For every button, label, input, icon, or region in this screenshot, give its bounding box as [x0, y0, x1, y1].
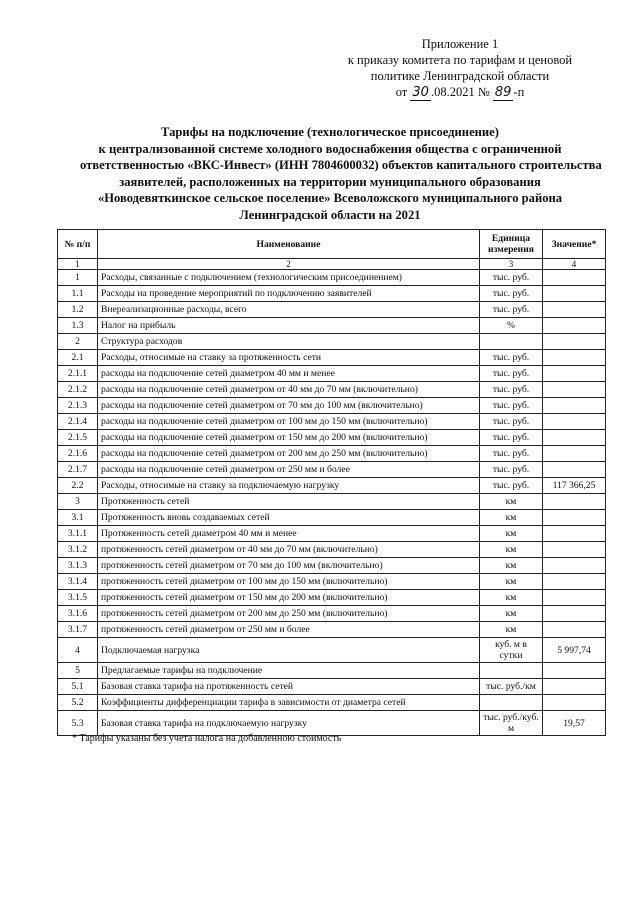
row-unit-cell: тыс. руб. [480, 430, 543, 446]
row-number-cell: 2.1.6 [58, 446, 98, 462]
row-value-cell [543, 318, 606, 334]
row-name-cell: расходы на подключение сетей диаметром от 200 мм до 250 мм (включительно) [98, 446, 480, 462]
row-number-cell: 5.1 [58, 679, 98, 695]
table-row [58, 606, 606, 622]
row-unit-cell: % [480, 318, 543, 334]
table-row [58, 462, 606, 478]
row-name-cell: Базовая ставка тарифа на подключаемую нагрузку [98, 711, 480, 736]
row-number-cell: 1 [58, 270, 98, 286]
table-row [58, 430, 606, 446]
row-name-cell: протяженность сетей диаметром от 250 мм и более [98, 622, 480, 638]
table-row [58, 679, 606, 695]
index-cell: 1 [58, 259, 98, 270]
row-value-cell [543, 446, 606, 462]
row-unit-cell: км [480, 558, 543, 574]
row-number-cell: 3.1.4 [58, 574, 98, 590]
row-value-cell [543, 695, 606, 711]
row-unit-cell: тыс. руб. [480, 462, 543, 478]
row-number-cell: 3.1.1 [58, 526, 98, 542]
table-row [58, 398, 606, 414]
footnote: * Тарифы указаны без учета налога на добавленною стоимость [72, 733, 342, 744]
row-name-cell: протяженность сетей диаметром от 200 мм до 250 мм (включительно) [98, 606, 480, 622]
header-unit: Единица измерения [480, 230, 543, 259]
date-rest: .08.2021 № [430, 85, 490, 99]
row-number-cell: 3.1.5 [58, 590, 98, 606]
row-number-cell: 3.1 [58, 510, 98, 526]
appendix-line-3: политике Ленинградской области [370, 69, 550, 83]
row-number-cell: 2.1.3 [58, 398, 98, 414]
row-name-cell: расходы на подключение сетей диаметром от 150 мм до 200 мм (включительно) [98, 430, 480, 446]
row-name-cell: Базовая ставка тарифа на протяженность сетей [98, 679, 480, 695]
row-name-cell: протяженность сетей диаметром от 40 мм до 70 мм (включительно) [98, 542, 480, 558]
table-row [58, 695, 606, 711]
row-unit-cell: тыс. руб. [480, 398, 543, 414]
title-line-1: Тарифы на подключение (технологическое присоединение) [161, 125, 499, 139]
row-number-cell: 2.1.7 [58, 462, 98, 478]
row-number-cell: 2 [58, 334, 98, 350]
row-unit-cell: тыс. руб. [480, 366, 543, 382]
row-number-cell: 3 [58, 494, 98, 510]
index-cell: 3 [480, 259, 543, 270]
row-value-cell [543, 462, 606, 478]
row-value-cell [543, 286, 606, 302]
row-number-cell: 3.1.6 [58, 606, 98, 622]
row-number-cell: 1.2 [58, 302, 98, 318]
row-value-cell [543, 366, 606, 382]
table-row [58, 270, 606, 286]
appendix-line-2: к приказу комитета по тарифам и ценовой [347, 53, 573, 67]
appendix-date-line [330, 84, 590, 101]
header-name: Наименование [98, 230, 480, 259]
row-unit-cell: км [480, 574, 543, 590]
row-unit-cell: км [480, 542, 543, 558]
table-row [58, 414, 606, 430]
row-value-cell: 5 997,74 [543, 638, 606, 663]
row-value-cell [543, 398, 606, 414]
row-unit-cell: тыс. руб. [480, 478, 543, 494]
row-value-cell [543, 430, 606, 446]
row-value-cell [543, 558, 606, 574]
table-row [58, 510, 606, 526]
title-line-5: «Новодевяткинское сельское поселение» Всеволожского муниципального района [97, 191, 563, 205]
row-unit-cell: км [480, 510, 543, 526]
table-header-row [58, 230, 606, 259]
row-number-cell: 1.1 [58, 286, 98, 302]
table-row [58, 494, 606, 510]
table-row [58, 302, 606, 318]
title-line-2: к централизованной системе холодного водоснабжения общества с ограниченной [98, 141, 562, 156]
row-name-cell: Расходы на проведение мероприятий по подключению заявителей [98, 286, 480, 302]
row-name-cell: расходы на подключение сетей диаметром от 70 мм до 100 мм (включительно) [98, 398, 480, 414]
header-num: № п/п [58, 230, 98, 259]
row-value-cell [543, 622, 606, 638]
row-unit-cell: км [480, 606, 543, 622]
row-value-cell [543, 679, 606, 695]
row-name-cell: Расходы, относимые на ставку за протяженность сети [98, 350, 480, 366]
row-number-cell: 3.1.2 [58, 542, 98, 558]
table-row [58, 382, 606, 398]
row-value-cell [543, 606, 606, 622]
row-number-cell: 3.1.3 [58, 558, 98, 574]
row-name-cell: Протяженность вновь создаваемых сетей [98, 510, 480, 526]
order-suffix: -п [513, 85, 525, 99]
row-name-cell: Коэффициенты дифференциации тарифа в зависимости от диаметра сетей [98, 695, 480, 711]
row-name-cell: Предлагаемые тарифы на подключение [98, 663, 480, 679]
row-name-cell: протяженность сетей диаметром от 70 мм до 100 мм (включительно) [98, 558, 480, 574]
row-unit-cell: км [480, 590, 543, 606]
table-row [58, 638, 606, 663]
table-row [58, 542, 606, 558]
row-name-cell: Протяженность сетей диаметром 40 мм и менее [98, 526, 480, 542]
row-unit-cell: км [480, 526, 543, 542]
table-row [58, 478, 606, 494]
table-row [58, 526, 606, 542]
row-value-cell [543, 350, 606, 366]
row-value-cell: 19,57 [543, 711, 606, 736]
row-name-cell: расходы на подключение сетей диаметром от 250 мм и более [98, 462, 480, 478]
table-row [58, 711, 606, 736]
row-number-cell: 2.1.2 [58, 382, 98, 398]
row-name-cell: протяженность сетей диаметром от 100 мм до 150 мм (включительно) [98, 574, 480, 590]
row-value-cell [543, 382, 606, 398]
tariffs-table [57, 229, 606, 736]
row-name-cell: Структура расходов [98, 334, 480, 350]
table-row [58, 366, 606, 382]
row-unit-cell: тыс. руб. [480, 286, 543, 302]
title-line-4: заявителей, расположенных на территории муниципального образования [119, 174, 541, 189]
row-number-cell: 5.2 [58, 695, 98, 711]
header-value: Значение* [543, 230, 606, 259]
row-unit-cell: тыс. руб. [480, 382, 543, 398]
row-unit-cell: тыс. руб. [480, 270, 543, 286]
row-name-cell: Внереализационные расходы, всего [98, 302, 480, 318]
row-value-cell [543, 270, 606, 286]
table-row [58, 574, 606, 590]
row-name-cell: расходы на подключение сетей диаметром 40 мм и менее [98, 366, 480, 382]
row-number-cell: 2.1.5 [58, 430, 98, 446]
table-row [58, 663, 606, 679]
row-name-cell: протяженность сетей диаметром от 150 мм до 200 мм (включительно) [98, 590, 480, 606]
row-name-cell: Расходы, связанные с подключением (технологическим присоединением) [98, 270, 480, 286]
row-value-cell: 117 366,25 [543, 478, 606, 494]
table-row [58, 590, 606, 606]
row-value-cell [543, 526, 606, 542]
date-day-handwritten: 30 [412, 85, 429, 100]
row-unit-cell: км [480, 494, 543, 510]
row-value-cell [543, 334, 606, 350]
document-title [80, 124, 602, 223]
row-value-cell [543, 414, 606, 430]
row-unit-cell [480, 695, 543, 711]
table-row [58, 350, 606, 366]
row-number-cell: 2.1.4 [58, 414, 98, 430]
row-value-cell [543, 302, 606, 318]
row-name-cell: Подключаемая нагрузка [98, 638, 480, 663]
row-value-cell [543, 510, 606, 526]
row-value-cell [543, 574, 606, 590]
table-body [58, 270, 606, 736]
row-unit-cell: тыс. руб. [480, 446, 543, 462]
table-row [58, 318, 606, 334]
row-unit-cell: тыс. руб. [480, 302, 543, 318]
appendix-header [330, 36, 590, 101]
row-unit-cell: тыс. руб. [480, 350, 543, 366]
row-number-cell: 3.1.7 [58, 622, 98, 638]
row-value-cell [543, 663, 606, 679]
row-name-cell: Протяженность сетей [98, 494, 480, 510]
row-name-cell: расходы на подключение сетей диаметром от 100 мм до 150 мм (включительно) [98, 414, 480, 430]
title-line-3: ответственностью «ВКС-Инвест» (ИНН 7804600032) объектов капитального строительства [80, 158, 602, 172]
row-unit-cell [480, 663, 543, 679]
index-cell: 2 [98, 259, 480, 270]
row-number-cell: 4 [58, 638, 98, 663]
row-unit-cell: тыс. руб./куб. м [480, 711, 543, 736]
row-number-cell: 5.3 [58, 711, 98, 736]
row-unit-cell: км [480, 622, 543, 638]
title-line-6: Ленинградской области на 2021 [239, 207, 421, 222]
appendix-line-1: Приложение 1 [421, 37, 499, 51]
row-number-cell: 2.1 [58, 350, 98, 366]
index-cell: 4 [543, 259, 606, 270]
table-row [58, 446, 606, 462]
table-index-row [58, 259, 606, 270]
row-number-cell: 2.2 [58, 478, 98, 494]
table-row [58, 286, 606, 302]
row-name-cell: расходы на подключение сетей диаметром от 40 мм до 70 мм (включительно) [98, 382, 480, 398]
row-number-cell: 1.3 [58, 318, 98, 334]
row-unit-cell: тыс. руб. [480, 414, 543, 430]
order-number-handwritten: 89 [494, 85, 512, 100]
row-unit-cell [480, 334, 543, 350]
row-value-cell [543, 590, 606, 606]
table-row [58, 558, 606, 574]
row-unit-cell: тыс. руб./км [480, 679, 543, 695]
date-prefix: от [395, 85, 408, 99]
row-number-cell: 2.1.1 [58, 366, 98, 382]
row-name-cell: Расходы, относимые на ставку за подключаемую нагрузку [98, 478, 480, 494]
table-row [58, 622, 606, 638]
row-name-cell: Налог на прибыль [98, 318, 480, 334]
table-row [58, 334, 606, 350]
row-number-cell: 5 [58, 663, 98, 679]
row-value-cell [543, 494, 606, 510]
row-unit-cell: куб. м в сутки [480, 638, 543, 663]
row-value-cell [543, 542, 606, 558]
